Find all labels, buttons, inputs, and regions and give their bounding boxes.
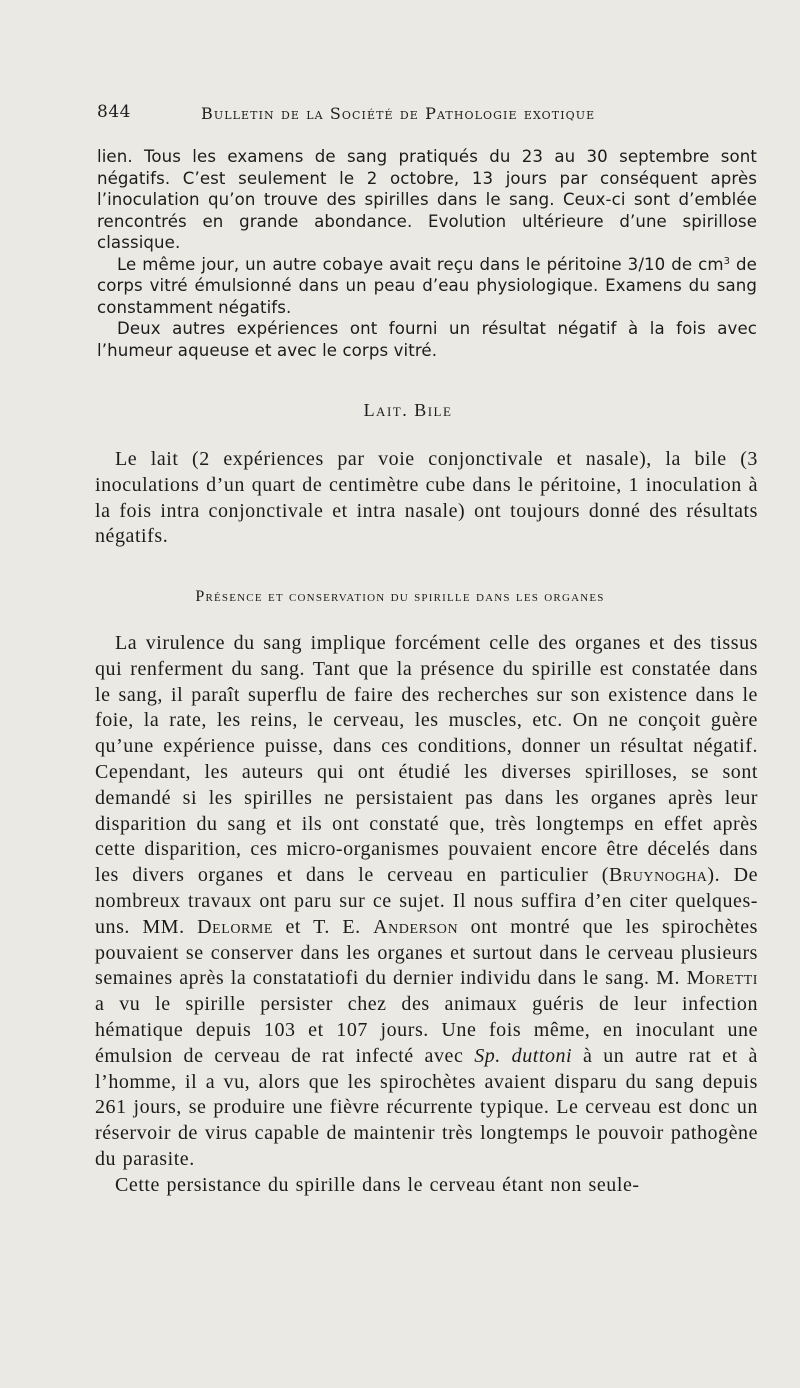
presence-text-block [95,631,758,1199]
continued-text-block [97,146,757,361]
virulence-text-a: La virulence du sang implique forcément celle des organes et des tissus qui renferment du sang. Tant que la présence du spirille est constatée dans le sang, il paraît superflu de faire des recherches sur son existence dans le foie, la rate, les reins, le cerveau, les muscles, etc. On ne conçoit guère qu’une expérience puisse, dans ces conditions, donner un résultat négatif. Cependant, les auteurs qui ont étudié les diverses spirilloses, se sont demandé si les spirilles ne persistaient pas dans les organes après leur disparition du sang et ils ont constaté que, très longtemps en effet après cette disparition, ces micro-organismes pouvaient encore être décelés dans les divers organes et dans le cerveau en particulier ( [95,632,758,887]
author-delorme: Delorme [197,915,273,938]
running-title: Bulletin de la Société de Pathologie exotique [201,104,596,123]
virulence-text-b: ). De nombreux travaux ont paru sur ce sujet. Il nous suffira d’en citer quelques-uns. MM. [95,864,759,938]
virulence-text-f: à un autre rat et à l’homme, il a vu, alors que les spirochètes avaient disparu du sang depuis 261 jours, se produire une fièvre récurrente typique. Le cerveau est donc un réservoir de virus capable de maintenir très longtemps le pouvoir pathogène du parasite. [95,1044,758,1170]
section-heading-presence: Présence et conservation du spirille dans les organes [195,588,605,605]
paragraph-lait-bile: Le lait (2 expériences par voie conjonctivale et nasale), la bile (3 inoculations d’un quart de centimètre cube dans le péritoine, 1 inoculation à la fois intra conjonctivale et intra nasale) ont toujours donné des résultats négatifs. [95,448,758,548]
author-moretti: Moretti [686,967,758,990]
paragraph-virulence [95,631,758,1173]
species-name: Sp. duttoni [474,1044,573,1067]
paragraph-persistance: Cette persistance du spirille dans le cerveau étant non seule- [115,1173,640,1196]
paragraph-cobaye-result: lien. Tous les examens de sang pratiqués du 23 au 30 septembre sont négatifs. C’est seulement le 2 octobre, 13 jours par conséquent après l’inoculation qu’on trouve des spirilles dans le sang. Ceux-ci sont d’emblée rencontrés en grande abondance. Evolution ultérieure d’une spirillose classique. [97,147,757,252]
page-number: 844 [97,102,131,122]
paragraph-corps-vitre [97,254,757,319]
author-anderson: Anderson [373,915,459,938]
corps-vitre-text-start: Le même jour, un autre cobaye avait reçu dans le péritoine 3/10 de cm [117,254,724,274]
cube-exponent: 3 [723,255,731,267]
paragraph-humeur-aqueuse: Deux autres expériences ont fourni un résultat négatif à la fois avec l’humeur aqueuse et avec le corps vitré. [97,319,757,360]
page-header [97,98,709,132]
virulence-text-e: a vu le spirille persister chez des animaux guéris de leur infection hématique depuis 103 et 107 jours. Une fois même, en inoculant une émulsion de cerveau de rat infecté avec [95,993,758,1067]
section-heading-lait-bile: Lait. Bile [363,400,453,420]
author-bruynogha: Bruynogha [608,864,708,887]
virulence-text-c: et T. E. [272,915,374,938]
lait-bile-text-block [95,447,758,550]
corps-vitre-text-end: de corps vitré émulsionné dans un peau d’eau physiologique. Examens du sang constamment négatifs. [97,254,757,317]
virulence-text-d: ont montré que les spirochètes pouvaient se conserver dans les organes et surtout dans le cerveau plusieurs semaines après la constatatiofi du dernier individu dans le sang. M. [95,915,758,990]
